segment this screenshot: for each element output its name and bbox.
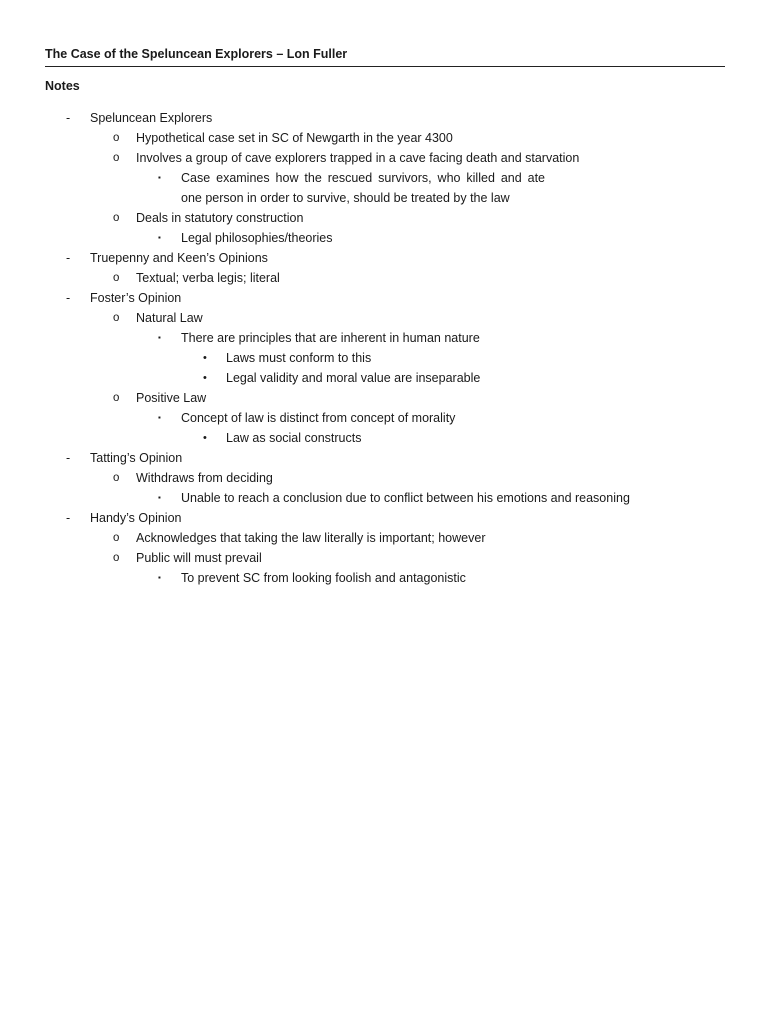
dash-bullet: - xyxy=(66,291,71,305)
circle-bullet: o xyxy=(113,392,120,404)
outline-item xyxy=(0,288,768,308)
dash-bullet: - xyxy=(66,251,71,265)
outline-item xyxy=(0,428,768,448)
square-bullet: ▪ xyxy=(158,333,161,342)
outline-item-text: Legal philosophies/theories xyxy=(181,231,333,245)
outline-item-text: Tatting’s Opinion xyxy=(90,451,183,465)
notes-heading: Notes xyxy=(45,79,80,93)
outline-item xyxy=(0,308,768,328)
outline-item xyxy=(0,108,768,128)
outline-item-text: Involves a group of cave explorers trapped in a cave facing death and starvation xyxy=(136,151,580,165)
outline-item-text: Truepenny and Keen’s Opinions xyxy=(90,251,268,265)
outline-item xyxy=(0,248,768,268)
outline-item-text: Hypothetical case set in SC of Newgarth in the year 4300 xyxy=(136,131,453,145)
circle-bullet: o xyxy=(113,152,120,164)
round-bullet: • xyxy=(203,352,207,364)
outline-item xyxy=(0,508,768,528)
outline-item xyxy=(0,228,768,248)
outline-item-text: Natural Law xyxy=(136,311,203,325)
outline-item-text: Unable to reach a conclusion due to conflict between his emotions and reasoning xyxy=(181,491,630,505)
outline-item xyxy=(0,388,768,408)
notes-outline xyxy=(0,108,768,588)
outline-item-text: Foster’s Opinion xyxy=(90,291,182,305)
outline-item xyxy=(0,408,768,428)
outline-item xyxy=(0,148,768,168)
outline-item xyxy=(0,448,768,468)
outline-item xyxy=(0,208,768,228)
outline-item-text: Textual; verba legis; literal xyxy=(136,271,280,285)
circle-bullet: o xyxy=(113,132,120,144)
outline-item xyxy=(0,368,768,388)
round-bullet: • xyxy=(203,372,207,384)
outline-item-text: Handy’s Opinion xyxy=(90,511,182,525)
outline-item-text: Withdraws from deciding xyxy=(136,471,273,485)
outline-item-text: Speluncean Explorers xyxy=(90,111,213,125)
outline-item-text: Positive Law xyxy=(136,391,207,405)
dash-bullet: - xyxy=(66,111,71,125)
circle-bullet: o xyxy=(113,472,120,484)
outline-item xyxy=(0,568,768,588)
outline-item-text: Legal validity and moral value are inseparable xyxy=(226,371,481,385)
outline-item-text: Law as social constructs xyxy=(226,431,362,445)
outline-item xyxy=(0,328,768,348)
circle-bullet: o xyxy=(113,552,120,564)
outline-item xyxy=(0,548,768,568)
outline-item xyxy=(0,468,768,488)
dash-bullet: - xyxy=(66,511,71,525)
outline-item xyxy=(0,528,768,548)
outline-item xyxy=(0,128,768,148)
outline-item-text: Laws must conform to this xyxy=(226,351,372,365)
square-bullet: ▪ xyxy=(158,573,161,582)
outline-item xyxy=(0,168,545,208)
title-underline xyxy=(45,66,725,67)
outline-item-text: Case examines how the rescued survivors, who killed and ate one person in order to survive, should be treated by the law xyxy=(181,171,545,205)
circle-bullet: o xyxy=(113,212,120,224)
outline-item xyxy=(0,268,768,288)
document-title: The Case of the Speluncean Explorers – Lon Fuller xyxy=(45,47,348,61)
outline-item-text: Acknowledges that taking the law literally is important; however xyxy=(136,531,486,545)
outline-item-text: Deals in statutory construction xyxy=(136,211,304,225)
square-bullet: ▪ xyxy=(158,173,161,182)
round-bullet: • xyxy=(203,432,207,444)
outline-item xyxy=(0,348,768,368)
dash-bullet: - xyxy=(66,451,71,465)
square-bullet: ▪ xyxy=(158,493,161,502)
outline-item xyxy=(0,488,768,508)
circle-bullet: o xyxy=(113,272,120,284)
outline-item-text: Concept of law is distinct from concept of morality xyxy=(181,411,456,425)
outline-item-text: Public will must prevail xyxy=(136,551,262,565)
square-bullet: ▪ xyxy=(158,413,161,422)
circle-bullet: o xyxy=(113,532,120,544)
outline-item-text: There are principles that are inherent in human nature xyxy=(181,331,480,345)
circle-bullet: o xyxy=(113,312,120,324)
outline-item-text: To prevent SC from looking foolish and antagonistic xyxy=(181,571,466,585)
square-bullet: ▪ xyxy=(158,233,161,242)
